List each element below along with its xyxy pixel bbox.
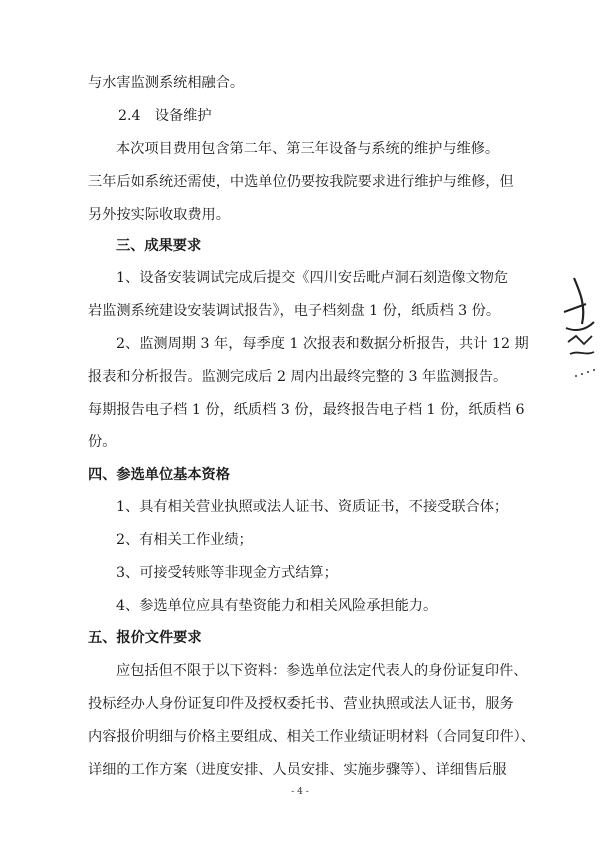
list-item: 4、参选单位应具有垫资能力和相关风险承担能力。 [116, 598, 438, 614]
text-line: 每期报告电子档 1 份，纸质档 3 份，最终报告电子档 1 份，纸质档 6 [88, 402, 525, 418]
section-heading-qualifications: 四、参选单位基本资格 [88, 467, 230, 483]
text-line: 三年后如系统还需使，中选单位仍要按我院要求进行维护与维修，但 [88, 174, 514, 190]
page-number: - 4 - [291, 787, 309, 797]
section-heading-2-4: 2.4 设备维护 [118, 108, 212, 124]
text-line: 岩监测系统建设安装调试报告》，电子档刻盘 1 份，纸质档 3 份。 [88, 303, 501, 319]
section-heading-quote-docs: 五、报价文件要求 [88, 630, 202, 646]
section-heading-results: 三、成果要求 [116, 238, 202, 254]
list-item: 2、有相关工作业绩； [116, 532, 253, 548]
text-line: 本次项目费用包含第二年、第三年设备与系统的维护与维修。 [116, 141, 500, 157]
text-line: 2、监测周期 3 年，每季度 1 次报表和数据分析报告，共计 12 期 [116, 336, 529, 352]
text-line: 1、设备安装调试完成后提交《四川安岳毗卢洞石刻造像文物危 [116, 270, 509, 286]
list-item: 3、可接受转账等非现金方式结算； [116, 565, 338, 581]
text-line: 另外按实际收取费用。 [88, 207, 230, 223]
text-line: 应包括但不限于以下资料：参选单位法定代表人的身份证复印件、 [116, 663, 528, 679]
text-line: 详细的工作方案（进度安排、人员安排、实施步骤等）、详细售后服 [88, 762, 507, 778]
text-line: 份。 [88, 434, 117, 450]
list-item: 1、具有相关营业执照或法人证书、资质证书，不接受联合体； [116, 499, 509, 515]
seal-stamp-fragment [556, 272, 600, 392]
text-line: 内容报价明细与价格主要组成、相关工作业绩证明材料（合同复印件）、 [88, 729, 535, 745]
text-line: 与水害监测系统相融合。 [88, 75, 245, 91]
text-line: 投标经办人身份证复印件及授权委托书、营业执照或法人证书，服务 [88, 696, 514, 712]
text-line: 报表和分析报告。监测完成后 2 周内出最终完整的 3 年监测报告。 [88, 369, 508, 385]
